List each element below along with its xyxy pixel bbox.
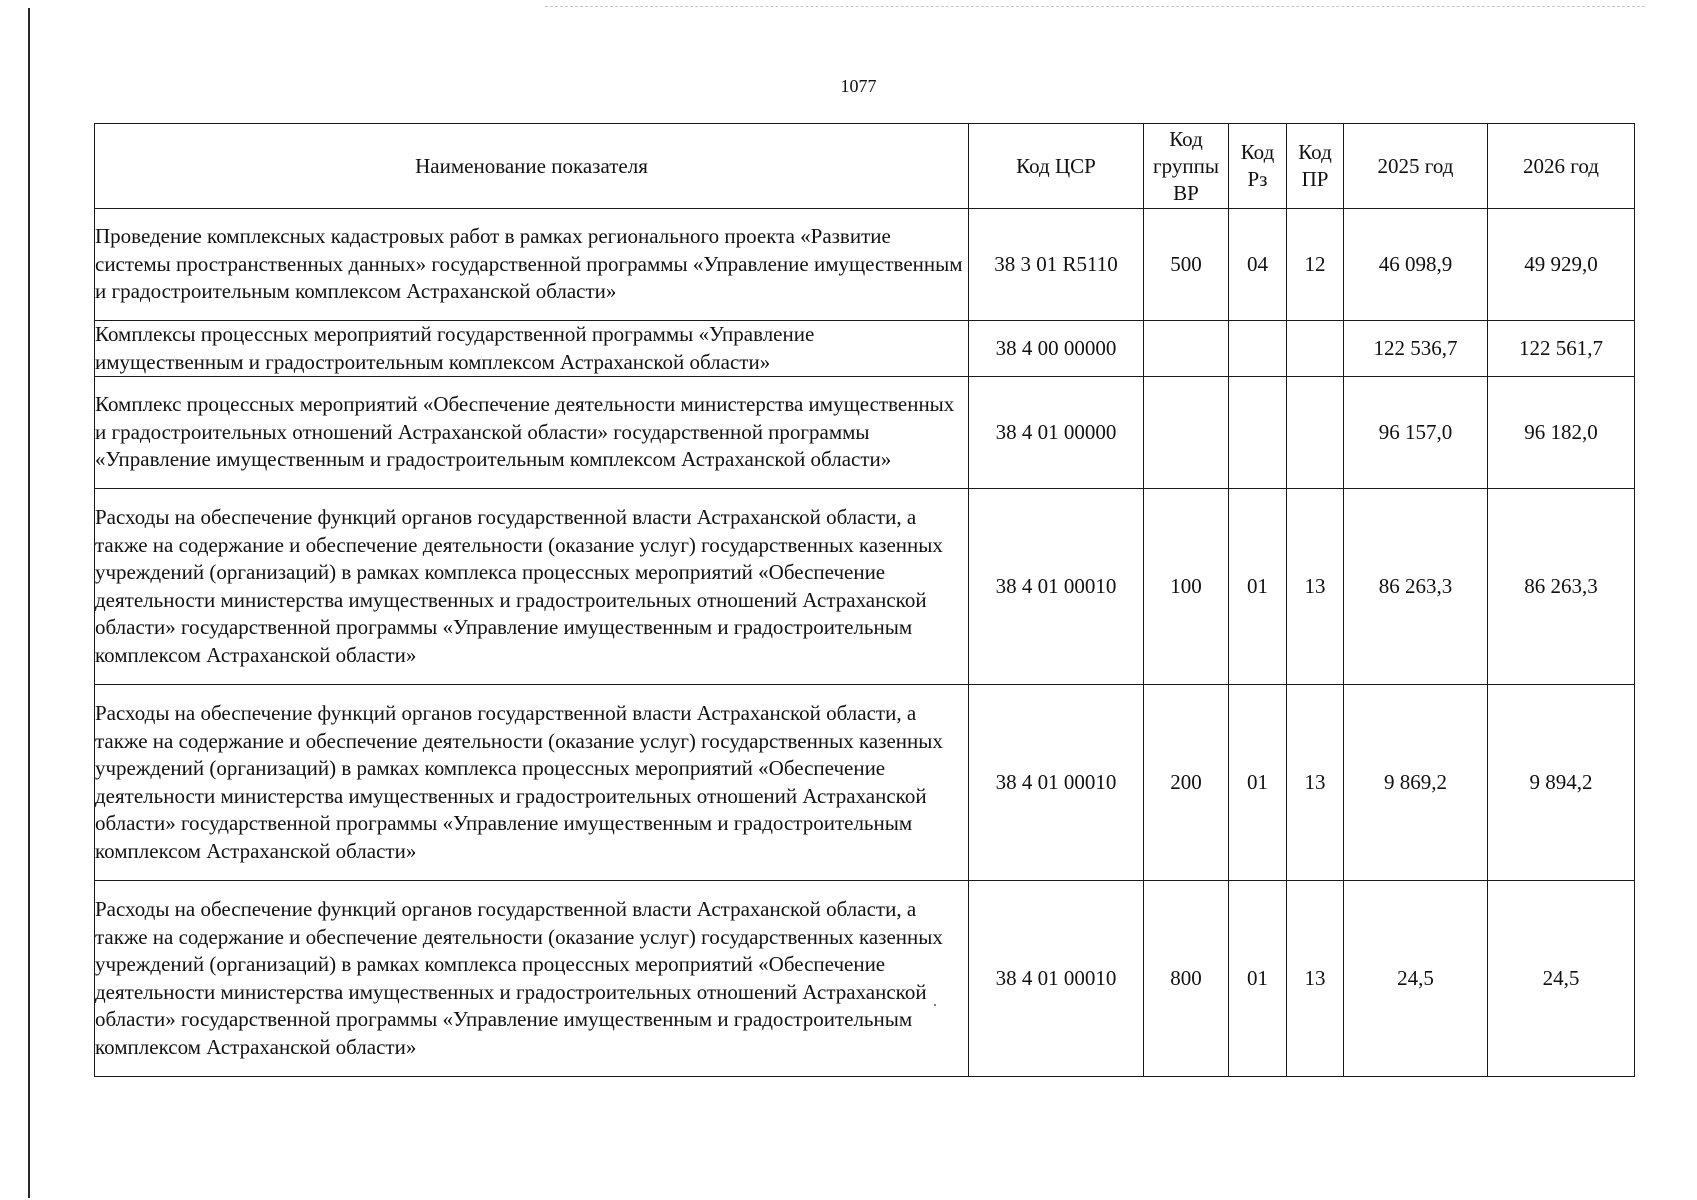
row-name: Расходы на обеспечение функций органов государственной власти Астраханской области, а также на содержание и обеспечение деятельности (оказание услуг) государственных казенных учреждений (организаций) в рамках комплекса процессных мероприятий «Обеспечение деятельности министерства имущественных и градостроительных отношений Астраханской области» государственной программы «Управление имущественным и градостроительным комплексом Астраханской области» bbox=[95, 685, 969, 881]
scan-speck bbox=[934, 1004, 936, 1006]
row-2025: 86 263,3 bbox=[1344, 489, 1488, 685]
row-name: Комплекс процессных мероприятий «Обеспечение деятельности министерства имущественных и градостроительных отношений Астраханской области» государственной программы «Управление имущественным и градостроительным комплексом Астраханской области» bbox=[95, 377, 969, 489]
table-row bbox=[95, 881, 1635, 1077]
row-rz bbox=[1229, 321, 1287, 377]
row-pr bbox=[1287, 321, 1344, 377]
table-row bbox=[95, 377, 1635, 489]
row-2026: 96 182,0 bbox=[1488, 377, 1635, 489]
scan-edge-line bbox=[545, 6, 1645, 7]
row-rz bbox=[1229, 377, 1287, 489]
row-vr: 200 bbox=[1144, 685, 1229, 881]
row-rz: 04 bbox=[1229, 209, 1287, 321]
header-row bbox=[95, 124, 1635, 209]
page-number: 1077 bbox=[840, 76, 877, 96]
row-rz: 01 bbox=[1229, 685, 1287, 881]
header-csr: Код ЦСР bbox=[969, 124, 1144, 209]
row-pr bbox=[1287, 377, 1344, 489]
row-vr: 800 bbox=[1144, 881, 1229, 1077]
header-name: Наименование показателя bbox=[95, 124, 969, 209]
row-2025: 122 536,7 bbox=[1344, 321, 1488, 377]
row-2025: 46 098,9 bbox=[1344, 209, 1488, 321]
row-2026: 49 929,0 bbox=[1488, 209, 1635, 321]
row-2026: 86 263,3 bbox=[1488, 489, 1635, 685]
row-csr: 38 4 01 00010 bbox=[969, 685, 1144, 881]
table-body bbox=[95, 209, 1635, 1077]
row-rz: 01 bbox=[1229, 881, 1287, 1077]
header-rz: Код Рз bbox=[1229, 124, 1287, 209]
header-vr: Код группы ВР bbox=[1144, 124, 1229, 209]
row-csr: 38 3 01 R5110 bbox=[969, 209, 1144, 321]
row-2025: 96 157,0 bbox=[1344, 377, 1488, 489]
row-csr: 38 4 01 00010 bbox=[969, 881, 1144, 1077]
row-2025: 9 869,2 bbox=[1344, 685, 1488, 881]
row-pr: 13 bbox=[1287, 685, 1344, 881]
binding-edge-line bbox=[28, 8, 30, 1198]
row-rz: 01 bbox=[1229, 489, 1287, 685]
table-row bbox=[95, 209, 1635, 321]
row-vr: 100 bbox=[1144, 489, 1229, 685]
row-vr: 500 bbox=[1144, 209, 1229, 321]
row-name: Расходы на обеспечение функций органов государственной власти Астраханской области, а также на содержание и обеспечение деятельности (оказание услуг) государственных казенных учреждений (организаций) в рамках комплекса процессных мероприятий «Обеспечение деятельности министерства имущественных и градостроительных отношений Астраханской области» государственной программы «Управление имущественным и градостроительным комплексом Астраханской области» bbox=[95, 489, 969, 685]
row-csr: 38 4 00 00000 bbox=[969, 321, 1144, 377]
row-pr: 13 bbox=[1287, 489, 1344, 685]
row-name: Комплексы процессных мероприятий государственной программы «Управление имущественным и градостроительным комплексом Астраханской области» bbox=[95, 321, 969, 377]
budget-table bbox=[94, 123, 1635, 1077]
row-csr: 38 4 01 00010 bbox=[969, 489, 1144, 685]
row-vr bbox=[1144, 321, 1229, 377]
header-2025: 2025 год bbox=[1344, 124, 1488, 209]
header-pr: Код ПР bbox=[1287, 124, 1344, 209]
row-vr bbox=[1144, 377, 1229, 489]
row-pr: 12 bbox=[1287, 209, 1344, 321]
row-2026: 9 894,2 bbox=[1488, 685, 1635, 881]
row-pr: 13 bbox=[1287, 881, 1344, 1077]
row-2025: 24,5 bbox=[1344, 881, 1488, 1077]
table-row bbox=[95, 321, 1635, 377]
row-2026: 24,5 bbox=[1488, 881, 1635, 1077]
row-csr: 38 4 01 00000 bbox=[969, 377, 1144, 489]
table-row bbox=[95, 685, 1635, 881]
header-2026: 2026 год bbox=[1488, 124, 1635, 209]
table-header bbox=[95, 124, 1635, 209]
table-row bbox=[95, 489, 1635, 685]
row-2026: 122 561,7 bbox=[1488, 321, 1635, 377]
row-name: Проведение комплексных кадастровых работ в рамках регионального проекта «Развитие системы пространственных данных» государственной программы «Управление имущественным и градостроительным комплексом Астраханской области» bbox=[95, 209, 969, 321]
row-name: Расходы на обеспечение функций органов государственной власти Астраханской области, а также на содержание и обеспечение деятельности (оказание услуг) государственных казенных учреждений (организаций) в рамках комплекса процессных мероприятий «Обеспечение деятельности министерства имущественных и градостроительных отношений Астраханской области» государственной программы «Управление имущественным и градостроительным комплексом Астраханской области» bbox=[95, 881, 969, 1077]
